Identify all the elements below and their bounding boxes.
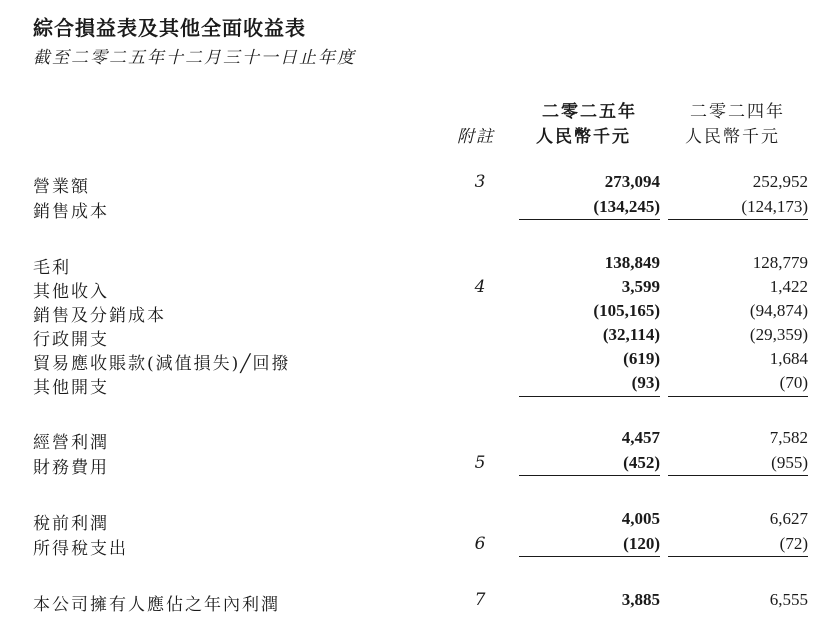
- statement-row: [0, 301, 840, 325]
- row-current-value: (120): [623, 534, 660, 553]
- row-current-value: 4,005: [621, 509, 660, 528]
- row-note: 6: [474, 534, 486, 554]
- subtotal-rule: [668, 396, 808, 397]
- statement-row: [0, 590, 840, 614]
- statement-subtitle: 截至二零二五年十二月三十一日止年度: [33, 48, 356, 68]
- row-label: 銷售及分銷成本: [33, 306, 166, 326]
- subtotal-rule: [668, 556, 808, 557]
- row-note: 5: [474, 453, 486, 473]
- row-current-value: (93): [631, 373, 660, 392]
- statement-row: [0, 349, 840, 373]
- row-label: 營業額: [33, 177, 90, 197]
- subtotal-rule: [519, 396, 660, 397]
- row-label: 其他開支: [33, 378, 109, 398]
- row-label: 貿易應收賬款(減值損失)╱回撥: [33, 354, 291, 374]
- row-current-value: (619): [623, 349, 660, 368]
- row-current-value: (32,114): [602, 325, 660, 344]
- statement-row: [0, 197, 840, 221]
- row-prior-value: 128,779: [752, 253, 808, 272]
- statement-title: 綜合損益表及其他全面收益表: [33, 16, 306, 40]
- row-label: 本公司擁有人應佔之年內利潤: [33, 595, 280, 615]
- row-prior-value: (124,173): [741, 197, 808, 216]
- row-current-value: (105,165): [593, 301, 660, 320]
- row-prior-value: (70): [779, 373, 808, 392]
- row-note: 4: [474, 277, 486, 297]
- row-note: 7: [474, 590, 486, 610]
- row-prior-value: (72): [779, 534, 808, 553]
- row-prior-value: 7,582: [769, 428, 808, 447]
- row-current-value: 138,849: [604, 253, 660, 272]
- current-unit-header: 人民幣千元: [536, 127, 631, 147]
- row-prior-value: 6,555: [769, 590, 808, 609]
- subtotal-rule: [519, 556, 660, 557]
- subtotal-rule: [519, 219, 660, 220]
- current-year-header: 二零二五年: [542, 102, 637, 122]
- statement-row: [0, 325, 840, 349]
- row-label: 經營利潤: [33, 433, 109, 453]
- statement-row: [0, 373, 840, 397]
- subtotal-rule: [668, 219, 808, 220]
- row-current-value: (452): [623, 453, 660, 472]
- statement-row: [0, 172, 840, 196]
- row-label: 所得稅支出: [33, 539, 128, 559]
- row-prior-value: (94,874): [749, 301, 808, 320]
- row-current-value: 3,599: [621, 277, 660, 296]
- subtotal-rule: [668, 475, 808, 476]
- statement-row: [0, 534, 840, 558]
- subtotal-rule: [519, 475, 660, 476]
- row-label: 銷售成本: [33, 202, 109, 222]
- prior-unit-header: 人民幣千元: [685, 127, 780, 147]
- statement-row: [0, 428, 840, 452]
- row-current-value: 4,457: [621, 428, 660, 447]
- row-prior-value: 1,422: [769, 277, 808, 296]
- row-prior-value: (29,359): [749, 325, 808, 344]
- row-prior-value: 1,684: [769, 349, 808, 368]
- row-note: 3: [474, 172, 486, 192]
- row-current-value: (134,245): [593, 197, 660, 216]
- row-current-value: 273,094: [604, 172, 660, 191]
- row-label: 稅前利潤: [33, 514, 109, 534]
- prior-year-header: 二零二四年: [690, 102, 785, 122]
- row-prior-value: 252,952: [752, 172, 808, 191]
- statement-row: [0, 277, 840, 301]
- statement-row: [0, 509, 840, 533]
- statement-row: [0, 453, 840, 477]
- statement-row: [0, 253, 840, 277]
- note-column-header: 附註: [457, 127, 495, 147]
- row-prior-value: 6,627: [769, 509, 808, 528]
- row-current-value: 3,885: [621, 590, 660, 609]
- row-prior-value: (955): [771, 453, 808, 472]
- row-label: 其他收入: [33, 282, 109, 302]
- row-label: 行政開支: [33, 330, 109, 350]
- row-label: 毛利: [33, 258, 71, 278]
- row-label: 財務費用: [33, 458, 109, 478]
